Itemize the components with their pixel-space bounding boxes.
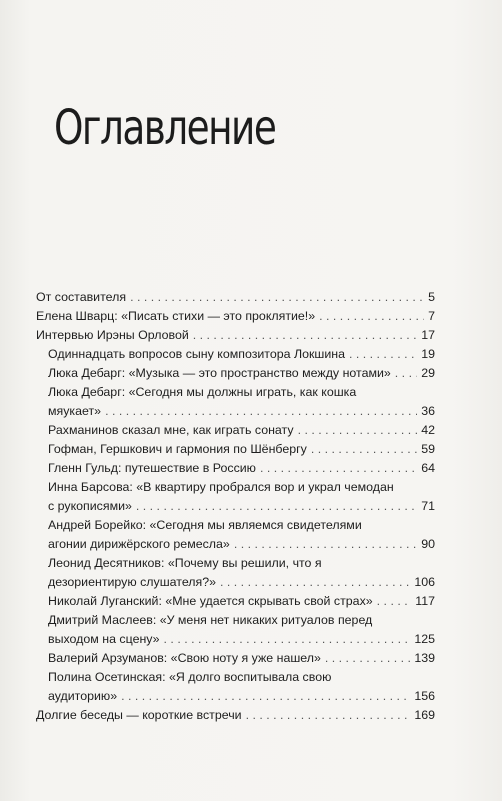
toc-page-number: 17 [421, 328, 435, 342]
toc-entry-title: Елена Шварц: «Писать стихи — это проклятие!» [36, 309, 316, 323]
dot-leader [349, 345, 417, 364]
toc-entry-title: Гофман, Гершкович и гармония по Шёнбергу [48, 442, 307, 456]
toc-entry-title: агонии дирижёрского ремесла» [48, 537, 230, 551]
toc-entry [36, 592, 435, 611]
dot-leader [395, 364, 417, 383]
dot-leader [105, 402, 417, 421]
toc-entry-title-line: Леонид Десятников: «Почему вы решили, что я [48, 556, 322, 570]
toc-page-number: 59 [421, 442, 435, 456]
toc-entry [36, 649, 435, 668]
dot-leader [298, 421, 418, 440]
toc-page-number: 117 [415, 594, 435, 608]
toc-entry-title: мяукает» [48, 404, 102, 418]
toc-entry [36, 706, 435, 725]
toc-page-number: 169 [414, 708, 435, 722]
toc-page-number: 19 [421, 347, 435, 361]
toc-entry [36, 478, 435, 516]
toc-page-number: 36 [421, 404, 435, 418]
toc-entry [36, 554, 435, 592]
toc-entry [36, 459, 435, 478]
toc-entry-title-line: Инна Барсова: «В квартиру пробрался вор и украл чемодан [48, 480, 394, 494]
toc-entry [36, 668, 435, 706]
toc-entry [36, 516, 435, 554]
toc-entry [36, 440, 435, 459]
toc-entry [36, 345, 435, 364]
dot-leader [311, 440, 417, 459]
dot-leader [136, 497, 417, 516]
dot-leader [193, 326, 417, 345]
toc-entry-title: Гленн Гульд: путешествие в Россию [48, 461, 256, 475]
toc-page-number: 42 [421, 423, 435, 437]
toc-entry-title-line: Полина Осетинская: «Я долго воспитывала свою [48, 670, 332, 684]
toc-page-number: 71 [421, 499, 435, 513]
toc-page-number: 5 [428, 290, 435, 304]
toc-entry [36, 421, 435, 440]
dot-leader [377, 592, 412, 611]
toc-entry-title: От составителя [36, 290, 127, 304]
toc-entry-title: аудиторию» [48, 689, 118, 703]
dot-leader [319, 307, 424, 326]
toc-entry-title-line: Андрей Борейко: «Сегодня мы являемся свидетелями [48, 518, 362, 532]
dot-leader [246, 706, 411, 725]
toc-page-number: 139 [414, 651, 435, 665]
dot-leader [234, 535, 417, 554]
toc-entry-title: Валерий Арзуманов: «Свою ноту я уже нашел» [48, 651, 321, 665]
dot-leader [130, 288, 424, 307]
toc-entry-title-line: Люка Дебарг: «Сегодня мы должны играть, как кошка [48, 385, 357, 399]
toc-page-number: 29 [421, 366, 435, 380]
toc-entry-title: Долгие беседы — короткие встречи [36, 708, 242, 722]
toc-entry-title: Одиннадцать вопросов сыну композитора Локшина [48, 347, 345, 361]
dot-leader [164, 630, 411, 649]
toc-entry [36, 383, 435, 421]
toc-entry-title: Николай Луганский: «Мне удается скрывать свой страх» [48, 594, 373, 608]
dot-leader [220, 573, 410, 592]
toc-entry [36, 611, 435, 649]
toc-page-number: 90 [421, 537, 435, 551]
toc-entry [36, 364, 435, 383]
dot-leader [121, 687, 410, 706]
toc-entry [36, 326, 435, 345]
toc-page-number: 106 [414, 575, 435, 589]
dot-leader [260, 459, 417, 478]
dot-leader [325, 649, 410, 668]
page-title: Оглавление [54, 100, 276, 156]
toc-entry-title: Рахманинов сказал мне, как играть сонату [48, 423, 294, 437]
toc-entry [36, 307, 435, 326]
table-of-contents [36, 288, 435, 725]
toc-entry-title: с рукописями» [48, 499, 132, 513]
toc-page-number: 156 [414, 689, 435, 703]
toc-entry-title: Люка Дебарг: «Музыка — это пространство между нотами» [48, 366, 391, 380]
toc-entry [36, 288, 435, 307]
toc-page-number: 125 [414, 632, 435, 646]
toc-page-number: 64 [421, 461, 435, 475]
toc-entry-title-line: Дмитрий Маслеев: «У меня нет никаких ритуалов перед [48, 613, 373, 627]
toc-entry-title: Интервью Ирэны Орловой [36, 328, 189, 342]
toc-entry-title: дезориентирую слушателя?» [48, 575, 217, 589]
toc-page-number: 7 [428, 309, 435, 323]
toc-entry-title: выходом на сцену» [48, 632, 160, 646]
